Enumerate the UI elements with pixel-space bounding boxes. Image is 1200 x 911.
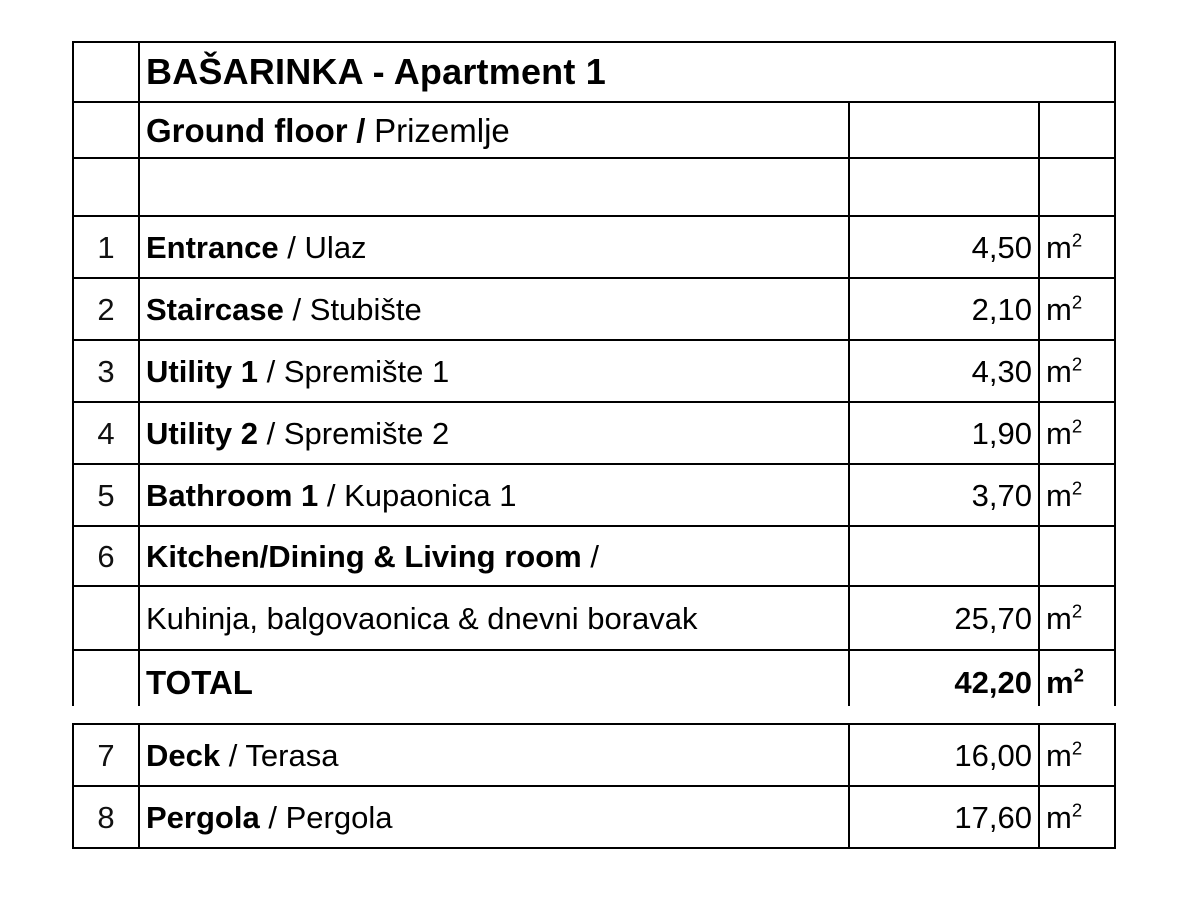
- table-row-section: [73, 102, 1115, 158]
- unit-exponent: 2: [1073, 664, 1084, 686]
- room-area: 3,70: [849, 464, 1039, 526]
- table-row: [73, 340, 1115, 402]
- room-area: 16,00: [849, 724, 1039, 786]
- room-name-en: Kitchen/Dining & Living room: [146, 538, 582, 574]
- table-row: [73, 786, 1115, 848]
- table-row: [73, 402, 1115, 464]
- page-title: BAŠARINKA - Apartment 1: [146, 51, 606, 92]
- unit-exponent: 2: [1071, 353, 1083, 375]
- outdoor-area-table: [72, 723, 1116, 849]
- room-name-hr: Pergola: [285, 799, 393, 835]
- row-number: 6: [73, 526, 139, 586]
- row-number-cell: [73, 42, 139, 102]
- table-row: [73, 464, 1115, 526]
- room-area: [849, 526, 1039, 586]
- unit-exponent: 2: [1071, 229, 1083, 251]
- room-unit: [1039, 786, 1115, 848]
- table-row-total: [73, 650, 1115, 714]
- total-unit: [1039, 650, 1115, 714]
- room-name-en: Utility 1: [146, 353, 258, 389]
- room-name-en: Pergola: [146, 799, 260, 835]
- section-label-hr: Prizemlje: [374, 111, 510, 149]
- room-separator: /: [268, 799, 277, 835]
- empty-unit-cell: [1039, 158, 1115, 216]
- room-name-hr: Terasa: [245, 737, 339, 773]
- room-area: 2,10: [849, 278, 1039, 340]
- room-separator: /: [287, 229, 296, 265]
- room-area: 1,90: [849, 402, 1039, 464]
- unit-exponent: 2: [1071, 477, 1083, 499]
- unit-exponent: 2: [1071, 737, 1083, 759]
- section-label-cell: [139, 102, 849, 158]
- table-row-title: [73, 42, 1115, 102]
- room-separator: /: [266, 353, 276, 389]
- row-number: 4: [73, 402, 139, 464]
- room-name-hr: Kupaonica 1: [344, 477, 517, 513]
- room-name-cell: [139, 340, 849, 402]
- section-separator: /: [356, 111, 366, 149]
- row-number: 5: [73, 464, 139, 526]
- unit-base: m: [1046, 291, 1072, 327]
- table-row-spacer: [73, 158, 1115, 216]
- room-name-cell: [139, 464, 849, 526]
- table-row: [73, 278, 1115, 340]
- unit-exponent: 2: [1071, 291, 1083, 313]
- room-name-en: Entrance: [146, 229, 279, 265]
- room-name-cell: [139, 786, 849, 848]
- unit-exponent: 2: [1071, 600, 1083, 622]
- row-number: 3: [73, 340, 139, 402]
- empty-name-cell: [139, 158, 849, 216]
- row-number: 2: [73, 278, 139, 340]
- room-area: 4,30: [849, 340, 1039, 402]
- unit-exponent: 2: [1071, 799, 1083, 821]
- section-label-en: Ground floor: [146, 111, 348, 149]
- room-unit: [1039, 340, 1115, 402]
- unit-base: m: [1046, 737, 1072, 773]
- room-name-en: Utility 2: [146, 415, 258, 451]
- table-row: [73, 526, 1115, 586]
- table-gap-divider: [0, 706, 1200, 720]
- unit-base: m: [1046, 799, 1072, 835]
- room-separator: /: [266, 415, 276, 451]
- room-name-en: Bathroom 1: [146, 477, 319, 513]
- room-name-en: Staircase: [146, 291, 284, 327]
- room-name-cell: [139, 724, 849, 786]
- room-unit: [1039, 278, 1115, 340]
- unit-base: m: [1046, 353, 1072, 389]
- room-separator: /: [292, 291, 302, 327]
- table-row: [73, 586, 1115, 650]
- unit-base: m: [1046, 664, 1074, 700]
- unit-base: m: [1046, 415, 1072, 451]
- room-unit: [1039, 526, 1115, 586]
- room-name-hr: Stubište: [309, 291, 422, 327]
- room-name-cell: [139, 216, 849, 278]
- room-area: 4,50: [849, 216, 1039, 278]
- room-unit: [1039, 216, 1115, 278]
- room-name-en: Deck: [146, 737, 221, 773]
- row-number-cell: [73, 102, 139, 158]
- document-title-cell: [139, 42, 1115, 102]
- room-name-cell: [139, 278, 849, 340]
- table-row: [73, 724, 1115, 786]
- section-area-cell: [849, 102, 1039, 158]
- empty-area-cell: [849, 158, 1039, 216]
- room-separator: /: [326, 477, 336, 513]
- room-name-cell: [139, 586, 849, 650]
- row-number: [73, 586, 139, 650]
- room-separator: /: [590, 538, 599, 574]
- room-area: 17,60: [849, 786, 1039, 848]
- total-label-cell: [139, 650, 849, 714]
- room-name-hr: Ulaz: [304, 229, 367, 265]
- room-unit: [1039, 586, 1115, 650]
- unit-exponent: 2: [1071, 415, 1083, 437]
- room-name-cell: [139, 526, 849, 586]
- room-unit: [1039, 724, 1115, 786]
- unit-base: m: [1046, 477, 1072, 513]
- table-row: [73, 216, 1115, 278]
- room-name-hr: Spremište 2: [283, 415, 450, 451]
- room-area: 25,70: [849, 586, 1039, 650]
- row-number: 1: [73, 216, 139, 278]
- room-name-cell: [139, 402, 849, 464]
- total-label: TOTAL: [146, 663, 253, 701]
- apartment-area-table: [72, 41, 1116, 715]
- row-number-cell: [73, 158, 139, 216]
- total-area: 42,20: [849, 650, 1039, 714]
- room-unit: [1039, 402, 1115, 464]
- section-unit-cell: [1039, 102, 1115, 158]
- room-name-hr: Kuhinja, balgovaonica & dnevni boravak: [146, 600, 698, 636]
- room-separator: /: [228, 737, 238, 773]
- room-name-hr: Spremište 1: [283, 353, 450, 389]
- row-number: [73, 650, 139, 714]
- row-number: 8: [73, 786, 139, 848]
- unit-base: m: [1046, 600, 1072, 636]
- room-unit: [1039, 464, 1115, 526]
- unit-base: m: [1046, 229, 1072, 265]
- row-number: 7: [73, 724, 139, 786]
